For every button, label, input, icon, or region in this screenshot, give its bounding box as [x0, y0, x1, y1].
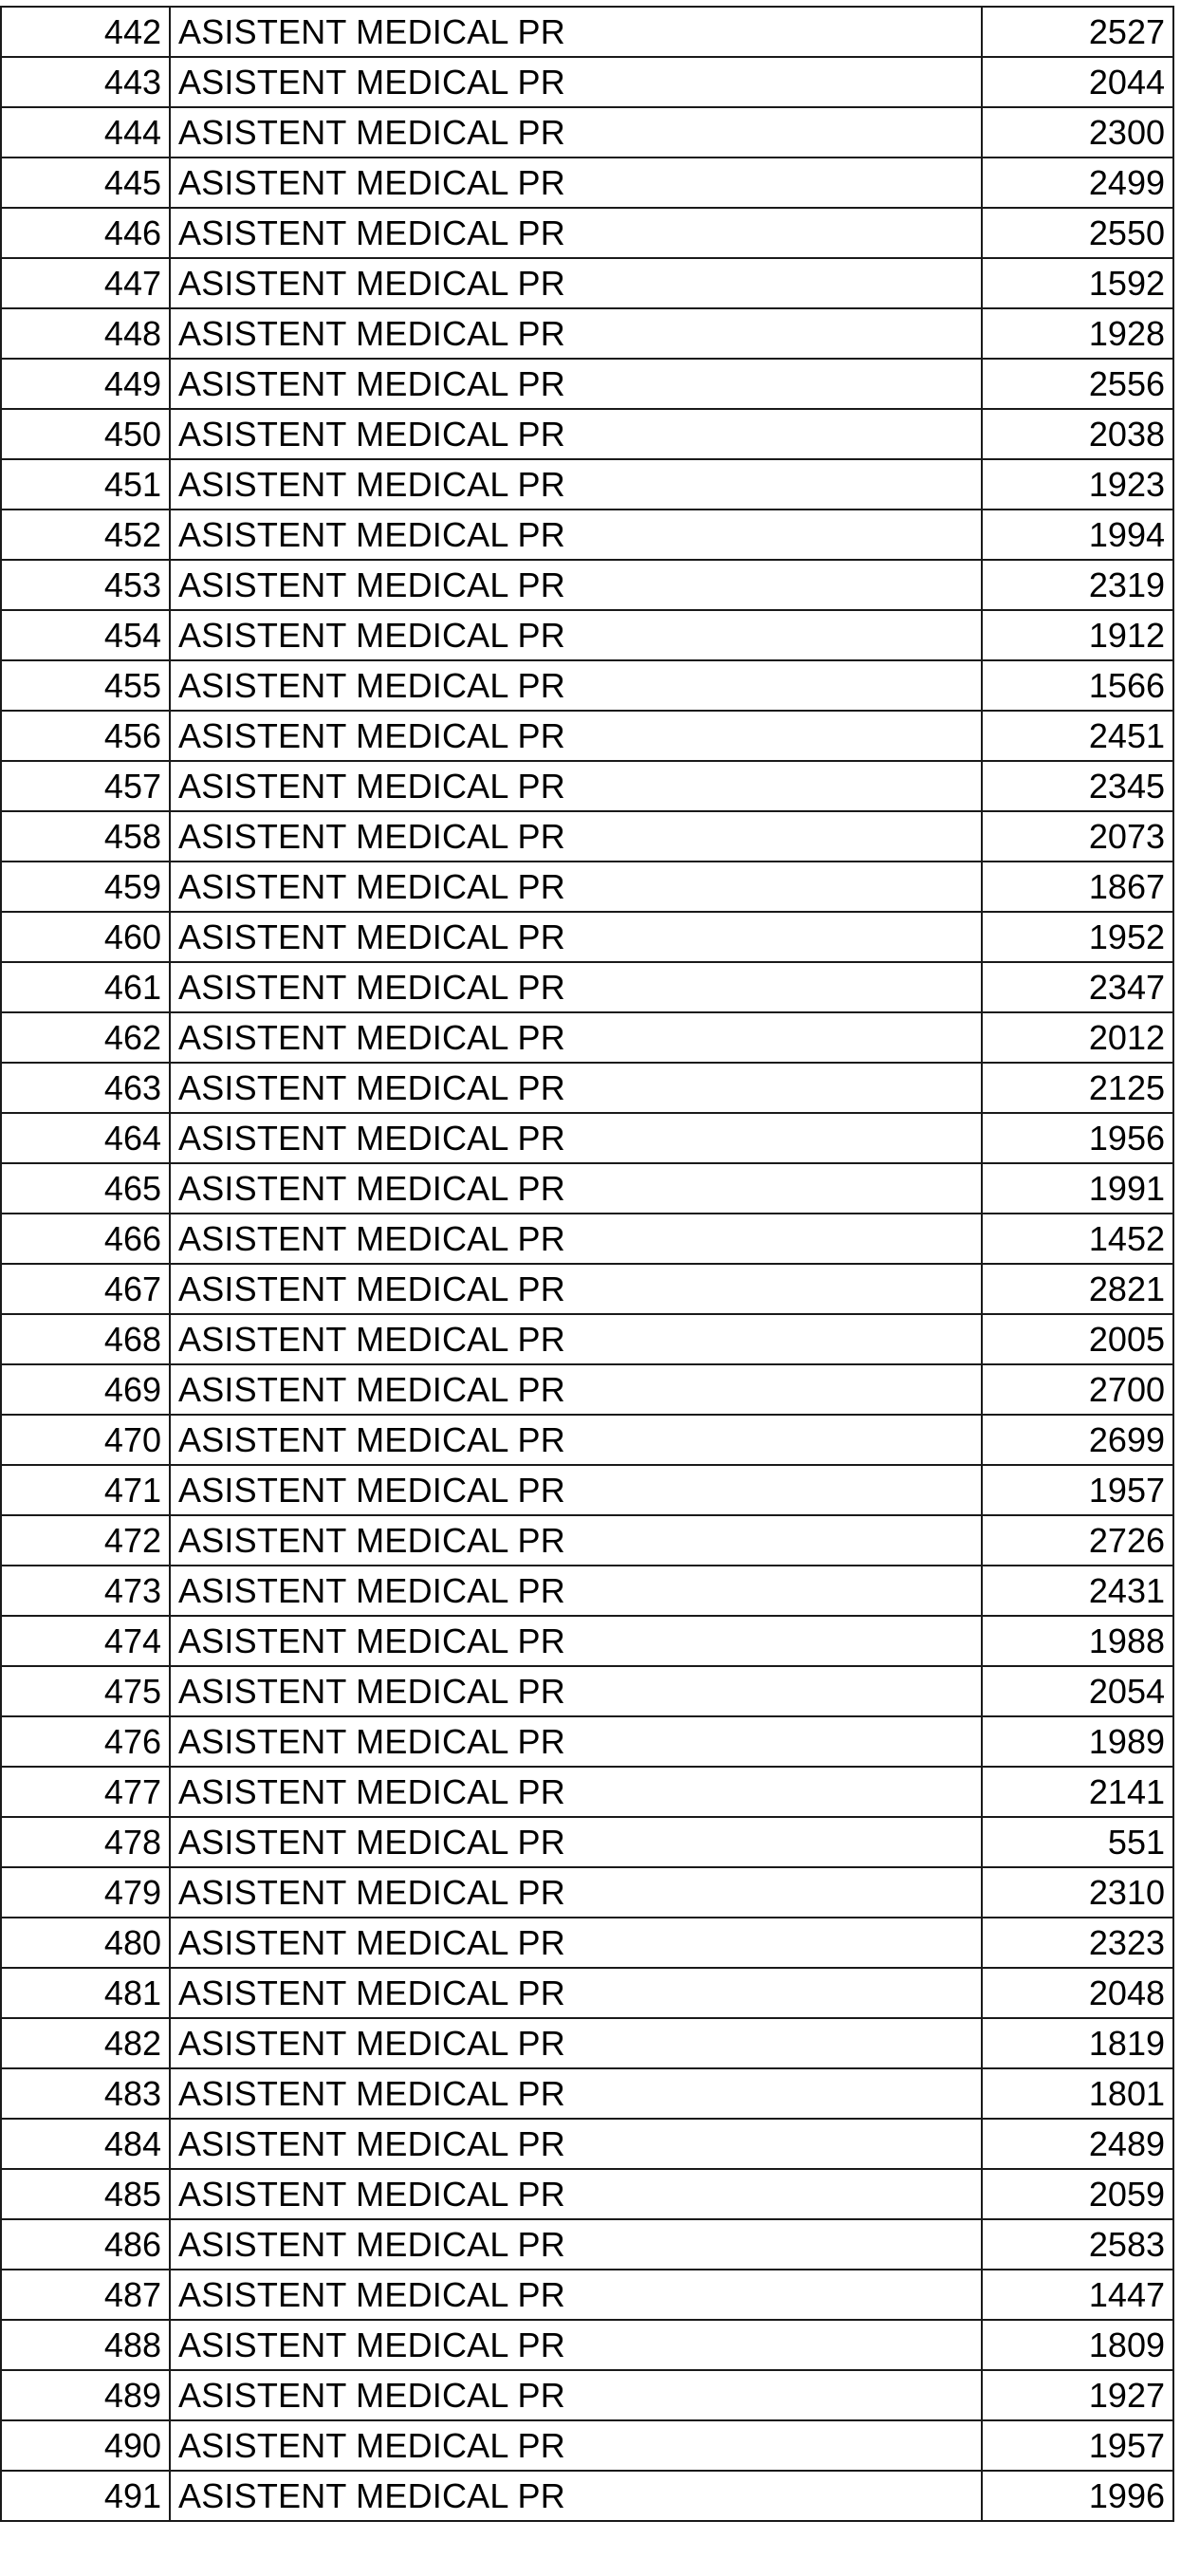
table-row — [1, 1616, 1173, 1666]
table-row — [1, 1415, 1173, 1465]
row-name-cell: ASISTENT MEDICAL PR — [170, 1666, 982, 1716]
row-number-cell: 458 — [1, 811, 170, 862]
row-number-cell: 454 — [1, 610, 170, 660]
row-name-cell: ASISTENT MEDICAL PR — [170, 1918, 982, 1968]
row-number-cell: 443 — [1, 57, 170, 107]
table-row — [1, 359, 1173, 409]
row-value-cell: 2300 — [982, 107, 1173, 158]
row-number-cell: 483 — [1, 2068, 170, 2119]
row-value-cell: 2451 — [982, 711, 1173, 761]
row-value-cell: 1809 — [982, 2320, 1173, 2370]
table-row — [1, 2370, 1173, 2420]
row-value-cell: 2141 — [982, 1767, 1173, 1817]
row-name-cell: ASISTENT MEDICAL PR — [170, 409, 982, 459]
row-value-cell: 1819 — [982, 2018, 1173, 2068]
row-name-cell: ASISTENT MEDICAL PR — [170, 711, 982, 761]
row-name-cell: ASISTENT MEDICAL PR — [170, 1867, 982, 1918]
row-value-cell: 2527 — [982, 7, 1173, 57]
row-value-cell: 2038 — [982, 409, 1173, 459]
row-value-cell: 1994 — [982, 510, 1173, 560]
row-number-cell: 451 — [1, 459, 170, 510]
row-name-cell: ASISTENT MEDICAL PR — [170, 308, 982, 359]
table-row — [1, 1867, 1173, 1918]
row-number-cell: 464 — [1, 1113, 170, 1163]
row-number-cell: 460 — [1, 912, 170, 962]
row-number-cell: 452 — [1, 510, 170, 560]
table-row — [1, 1113, 1173, 1163]
row-name-cell: ASISTENT MEDICAL PR — [170, 862, 982, 912]
table-row — [1, 2119, 1173, 2169]
row-name-cell: ASISTENT MEDICAL PR — [170, 1364, 982, 1415]
row-number-cell: 491 — [1, 2471, 170, 2521]
row-value-cell: 2310 — [982, 1867, 1173, 1918]
row-value-cell: 1989 — [982, 1716, 1173, 1767]
row-name-cell: ASISTENT MEDICAL PR — [170, 208, 982, 258]
table-row — [1, 308, 1173, 359]
row-number-cell: 481 — [1, 1968, 170, 2018]
row-value-cell: 1912 — [982, 610, 1173, 660]
row-name-cell: ASISTENT MEDICAL PR — [170, 459, 982, 510]
row-value-cell: 2059 — [982, 2169, 1173, 2219]
table-row — [1, 862, 1173, 912]
table-row — [1, 610, 1173, 660]
row-number-cell: 470 — [1, 1415, 170, 1465]
row-value-cell: 1566 — [982, 660, 1173, 711]
row-value-cell: 1592 — [982, 258, 1173, 308]
table-row — [1, 2320, 1173, 2370]
table-row — [1, 1666, 1173, 1716]
row-value-cell: 2347 — [982, 962, 1173, 1012]
row-number-cell: 472 — [1, 1515, 170, 1566]
row-number-cell: 489 — [1, 2370, 170, 2420]
table-row — [1, 1767, 1173, 1817]
row-number-cell: 482 — [1, 2018, 170, 2068]
row-number-cell: 488 — [1, 2320, 170, 2370]
row-name-cell: ASISTENT MEDICAL PR — [170, 2068, 982, 2119]
row-number-cell: 442 — [1, 7, 170, 57]
row-number-cell: 447 — [1, 258, 170, 308]
row-name-cell: ASISTENT MEDICAL PR — [170, 258, 982, 308]
row-value-cell: 2323 — [982, 1918, 1173, 1968]
table-row — [1, 1063, 1173, 1113]
table-row — [1, 208, 1173, 258]
table-row — [1, 912, 1173, 962]
table-row — [1, 158, 1173, 208]
row-value-cell: 2431 — [982, 1566, 1173, 1616]
table-row — [1, 811, 1173, 862]
row-name-cell: ASISTENT MEDICAL PR — [170, 1515, 982, 1566]
row-value-cell: 551 — [982, 1817, 1173, 1867]
row-number-cell: 475 — [1, 1666, 170, 1716]
row-number-cell: 490 — [1, 2420, 170, 2471]
row-value-cell: 1996 — [982, 2471, 1173, 2521]
row-name-cell: ASISTENT MEDICAL PR — [170, 2370, 982, 2420]
row-name-cell: ASISTENT MEDICAL PR — [170, 2119, 982, 2169]
table-row — [1, 711, 1173, 761]
row-number-cell: 471 — [1, 1465, 170, 1515]
table-row — [1, 1163, 1173, 1214]
row-value-cell: 1801 — [982, 2068, 1173, 2119]
row-value-cell: 2726 — [982, 1515, 1173, 1566]
row-number-cell: 476 — [1, 1716, 170, 1767]
row-number-cell: 463 — [1, 1063, 170, 1113]
data-table — [0, 6, 1174, 2522]
row-name-cell: ASISTENT MEDICAL PR — [170, 2471, 982, 2521]
table-row — [1, 510, 1173, 560]
row-number-cell: 480 — [1, 1918, 170, 1968]
row-value-cell: 2556 — [982, 359, 1173, 409]
table-row — [1, 409, 1173, 459]
row-number-cell: 469 — [1, 1364, 170, 1415]
row-name-cell: ASISTENT MEDICAL PR — [170, 1767, 982, 1817]
row-number-cell: 446 — [1, 208, 170, 258]
row-name-cell: ASISTENT MEDICAL PR — [170, 962, 982, 1012]
row-name-cell: ASISTENT MEDICAL PR — [170, 1264, 982, 1314]
row-value-cell: 1956 — [982, 1113, 1173, 1163]
row-name-cell: ASISTENT MEDICAL PR — [170, 2169, 982, 2219]
row-name-cell: ASISTENT MEDICAL PR — [170, 107, 982, 158]
row-number-cell: 477 — [1, 1767, 170, 1817]
row-number-cell: 484 — [1, 2119, 170, 2169]
row-name-cell: ASISTENT MEDICAL PR — [170, 660, 982, 711]
row-number-cell: 453 — [1, 560, 170, 610]
table-row — [1, 761, 1173, 811]
table-row — [1, 962, 1173, 1012]
table-row — [1, 660, 1173, 711]
row-name-cell: ASISTENT MEDICAL PR — [170, 1817, 982, 1867]
row-number-cell: 445 — [1, 158, 170, 208]
row-value-cell: 1928 — [982, 308, 1173, 359]
row-name-cell: ASISTENT MEDICAL PR — [170, 7, 982, 57]
table-row — [1, 1716, 1173, 1767]
row-name-cell: ASISTENT MEDICAL PR — [170, 1465, 982, 1515]
table-row — [1, 107, 1173, 158]
table-row — [1, 2420, 1173, 2471]
row-name-cell: ASISTENT MEDICAL PR — [170, 1968, 982, 2018]
row-name-cell: ASISTENT MEDICAL PR — [170, 2320, 982, 2370]
table-row — [1, 459, 1173, 510]
row-name-cell: ASISTENT MEDICAL PR — [170, 2219, 982, 2270]
row-value-cell: 2700 — [982, 1364, 1173, 1415]
row-name-cell: ASISTENT MEDICAL PR — [170, 158, 982, 208]
table-row — [1, 1214, 1173, 1264]
row-name-cell: ASISTENT MEDICAL PR — [170, 57, 982, 107]
row-name-cell: ASISTENT MEDICAL PR — [170, 2018, 982, 2068]
row-name-cell: ASISTENT MEDICAL PR — [170, 359, 982, 409]
table-row — [1, 1566, 1173, 1616]
row-value-cell: 2005 — [982, 1314, 1173, 1364]
row-value-cell: 1923 — [982, 459, 1173, 510]
row-value-cell: 2044 — [982, 57, 1173, 107]
row-number-cell: 456 — [1, 711, 170, 761]
table-row — [1, 560, 1173, 610]
row-number-cell: 478 — [1, 1817, 170, 1867]
row-value-cell: 1957 — [982, 2420, 1173, 2471]
row-number-cell: 468 — [1, 1314, 170, 1364]
row-value-cell: 1867 — [982, 862, 1173, 912]
table-row — [1, 1364, 1173, 1415]
row-name-cell: ASISTENT MEDICAL PR — [170, 1415, 982, 1465]
row-value-cell: 1988 — [982, 1616, 1173, 1666]
row-value-cell: 2054 — [982, 1666, 1173, 1716]
row-number-cell: 486 — [1, 2219, 170, 2270]
table-row — [1, 1264, 1173, 1314]
row-name-cell: ASISTENT MEDICAL PR — [170, 1716, 982, 1767]
row-name-cell: ASISTENT MEDICAL PR — [170, 1063, 982, 1113]
row-number-cell: 444 — [1, 107, 170, 158]
table-body — [1, 7, 1173, 2521]
row-value-cell: 1957 — [982, 1465, 1173, 1515]
table-row — [1, 1012, 1173, 1063]
row-name-cell: ASISTENT MEDICAL PR — [170, 1314, 982, 1364]
row-number-cell: 457 — [1, 761, 170, 811]
row-number-cell: 473 — [1, 1566, 170, 1616]
row-value-cell: 2499 — [982, 158, 1173, 208]
row-name-cell: ASISTENT MEDICAL PR — [170, 1566, 982, 1616]
row-number-cell: 485 — [1, 2169, 170, 2219]
row-number-cell: 466 — [1, 1214, 170, 1264]
row-value-cell: 1927 — [982, 2370, 1173, 2420]
row-value-cell: 1452 — [982, 1214, 1173, 1264]
table-row — [1, 1968, 1173, 2018]
table-row — [1, 2018, 1173, 2068]
row-value-cell: 2073 — [982, 811, 1173, 862]
row-name-cell: ASISTENT MEDICAL PR — [170, 560, 982, 610]
row-number-cell: 462 — [1, 1012, 170, 1063]
row-value-cell: 2048 — [982, 1968, 1173, 2018]
row-value-cell: 2125 — [982, 1063, 1173, 1113]
row-name-cell: ASISTENT MEDICAL PR — [170, 761, 982, 811]
table-row — [1, 258, 1173, 308]
table-row — [1, 1918, 1173, 1968]
table-row — [1, 2219, 1173, 2270]
row-number-cell: 449 — [1, 359, 170, 409]
table-row — [1, 1817, 1173, 1867]
row-name-cell: ASISTENT MEDICAL PR — [170, 610, 982, 660]
row-value-cell: 2319 — [982, 560, 1173, 610]
row-number-cell: 467 — [1, 1264, 170, 1314]
row-name-cell: ASISTENT MEDICAL PR — [170, 1616, 982, 1666]
table-row — [1, 1314, 1173, 1364]
row-number-cell: 487 — [1, 2270, 170, 2320]
row-value-cell: 1447 — [982, 2270, 1173, 2320]
row-name-cell: ASISTENT MEDICAL PR — [170, 912, 982, 962]
table-row — [1, 2270, 1173, 2320]
row-number-cell: 455 — [1, 660, 170, 711]
row-number-cell: 474 — [1, 1616, 170, 1666]
row-value-cell: 2345 — [982, 761, 1173, 811]
row-value-cell: 2821 — [982, 1264, 1173, 1314]
row-name-cell: ASISTENT MEDICAL PR — [170, 2270, 982, 2320]
row-number-cell: 465 — [1, 1163, 170, 1214]
row-value-cell: 1952 — [982, 912, 1173, 962]
row-name-cell: ASISTENT MEDICAL PR — [170, 2420, 982, 2471]
table-row — [1, 1515, 1173, 1566]
row-value-cell: 2699 — [982, 1415, 1173, 1465]
row-value-cell: 2583 — [982, 2219, 1173, 2270]
row-value-cell: 2489 — [982, 2119, 1173, 2169]
row-number-cell: 459 — [1, 862, 170, 912]
table-row — [1, 1465, 1173, 1515]
row-name-cell: ASISTENT MEDICAL PR — [170, 1012, 982, 1063]
row-name-cell: ASISTENT MEDICAL PR — [170, 1214, 982, 1264]
row-value-cell: 2012 — [982, 1012, 1173, 1063]
row-value-cell: 1991 — [982, 1163, 1173, 1214]
row-value-cell: 2550 — [982, 208, 1173, 258]
table-row — [1, 2471, 1173, 2521]
row-name-cell: ASISTENT MEDICAL PR — [170, 1113, 982, 1163]
row-number-cell: 479 — [1, 1867, 170, 1918]
table-row — [1, 7, 1173, 57]
row-number-cell: 450 — [1, 409, 170, 459]
row-number-cell: 461 — [1, 962, 170, 1012]
table-row — [1, 57, 1173, 107]
table-row — [1, 2169, 1173, 2219]
row-name-cell: ASISTENT MEDICAL PR — [170, 510, 982, 560]
row-number-cell: 448 — [1, 308, 170, 359]
table-row — [1, 2068, 1173, 2119]
row-name-cell: ASISTENT MEDICAL PR — [170, 1163, 982, 1214]
row-name-cell: ASISTENT MEDICAL PR — [170, 811, 982, 862]
